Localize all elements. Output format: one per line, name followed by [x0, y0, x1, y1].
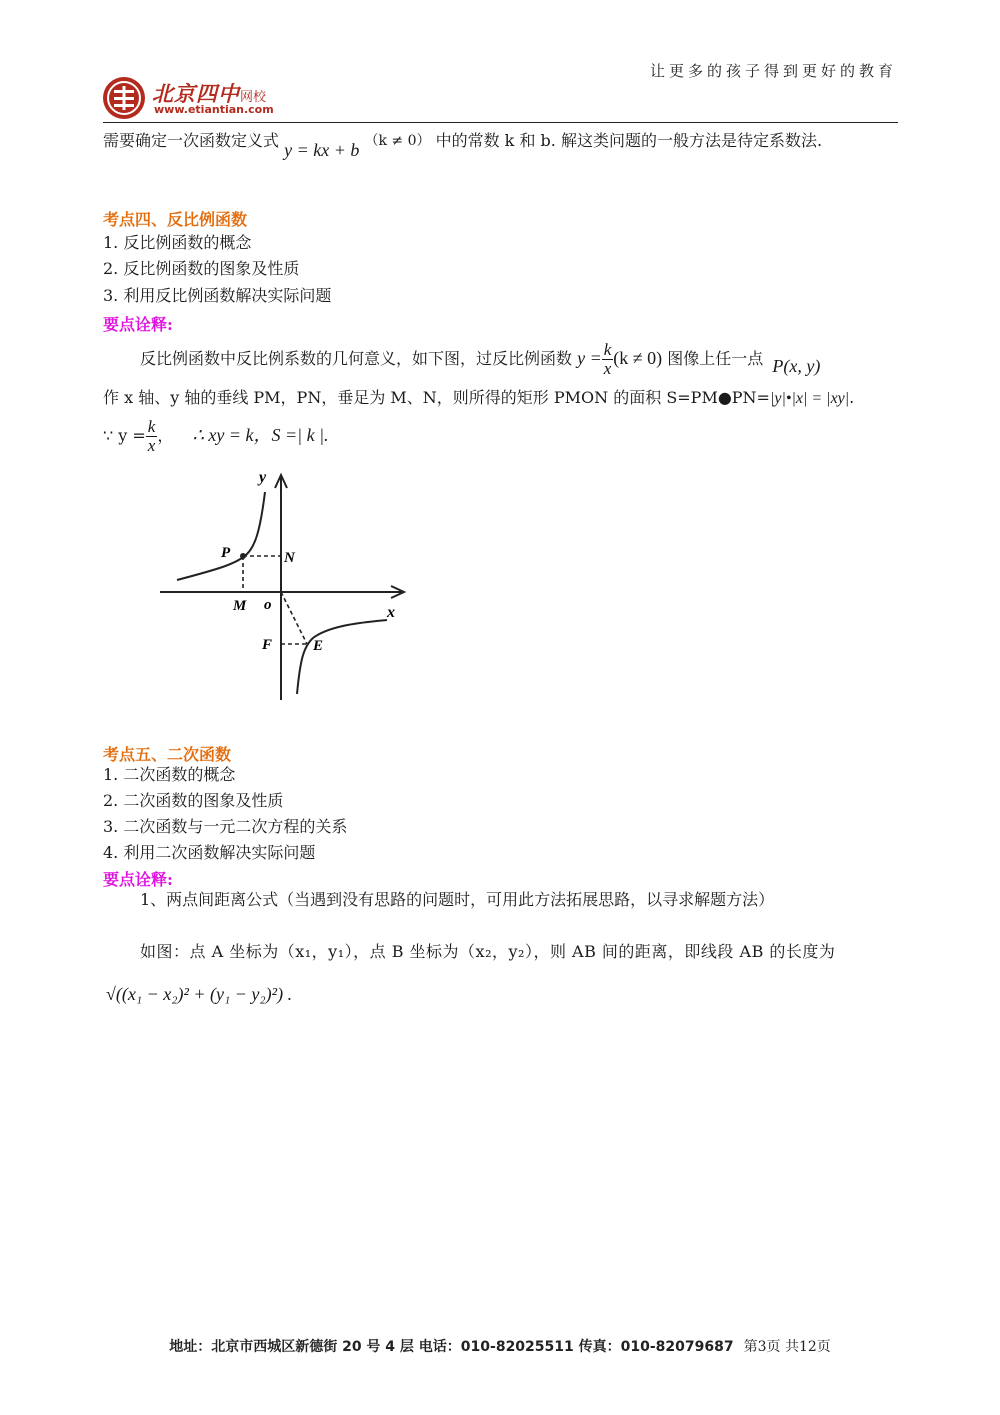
fraction-k-over-x-2: $\frac{k}{x}$	[147, 417, 156, 455]
school-logo	[102, 76, 292, 120]
logo-url: www.etiantian.com	[154, 103, 274, 116]
section5-item-3: 3. 二次函数与一元二次方程的关系	[103, 817, 348, 836]
hyperbola-graph	[155, 462, 415, 707]
footer-address: 地址：北京市西城区新德街 20 号 4 层 电话：010-82025511 传真：010-82079687	[169, 1339, 734, 1355]
section4-heading: 考点四、反比例函数	[103, 210, 248, 229]
intro-line: 需要确定一次函数定义式 y = kx + b （k ≠ 0） 中的常数 k 和 b. 解这类问题的一般方法是待定系数法.	[103, 131, 823, 160]
label-o: o	[264, 597, 272, 613]
fraction-k-over-x: $\frac{k}{x}$	[603, 340, 612, 378]
logo-emblem-icon	[102, 76, 146, 120]
label-N: N	[284, 550, 295, 566]
section4-para2: 作 x 轴、y 轴的垂线 PM，PN，垂足为 M、N，则所得的矩形 PMON 的面积 S=PM●PN=|y|•|x| = |xy|.	[103, 388, 855, 407]
dash-OE	[281, 592, 307, 644]
header-slogan: 让更多的孩子得到更好的教育	[649, 62, 897, 80]
section5-para2: 如图：点 A 坐标为（x₁，y₁），点 B 坐标为（x₂，y₂），则 AB 间的距离，即线段 AB 的长度为	[140, 942, 836, 961]
section4-note-heading: 要点诠释:	[103, 315, 173, 334]
intro-condition: （k ≠ 0）	[364, 133, 431, 149]
section5-note-heading: 要点诠释:	[103, 870, 173, 889]
page-footer	[0, 1336, 1000, 1356]
section5-heading: 考点五、二次函数	[103, 745, 232, 764]
label-E: E	[313, 638, 324, 654]
footer-page-number: 第3页 共12页	[743, 1339, 831, 1355]
section4-para1: 反比例函数中反比例系数的几何意义，如下图，过反比例函数 y = $\frac{k}{x}$ (k ≠ 0) 图像上任一点 P(x, y)	[140, 340, 821, 378]
section4-item-1: 1. 反比例函数的概念	[103, 233, 252, 252]
point-P	[240, 553, 246, 559]
section5-item-2: 2. 二次函数的图象及性质	[103, 791, 284, 810]
logo-sub: 网校	[240, 90, 267, 105]
label-x: x	[387, 604, 395, 621]
section4-item-3: 3. 利用反比例函数解决实际问题	[103, 286, 332, 305]
section4-item-2: 2. 反比例函数的图象及性质	[103, 259, 300, 278]
label-M: M	[233, 598, 247, 614]
section5-para1: 1、两点间距离公式（当遇到没有思路的问题时，可用此方法拓展思路，以寻求解题方法）	[140, 890, 775, 909]
label-P: P	[221, 545, 231, 561]
curve-branch-lower	[297, 620, 387, 694]
intro-formula: y = kx + b	[284, 140, 360, 160]
curve-branch-upper	[177, 492, 265, 580]
label-y: y	[259, 469, 267, 486]
distance-formula: √((x₁ − x₂)² + (y₁ − y₂)²) .	[106, 984, 293, 1004]
logo-name: 北京四中网校	[152, 81, 267, 106]
section5-item-1: 1. 二次函数的概念	[103, 765, 236, 784]
label-F: F	[262, 637, 273, 653]
header-divider	[103, 122, 898, 123]
section5-item-4: 4. 利用二次函数解决实际问题	[103, 843, 316, 862]
section4-para3: ∵ y = $\frac{k}{x}$ ， ∴ xy = k，S =| k |.	[103, 417, 329, 455]
